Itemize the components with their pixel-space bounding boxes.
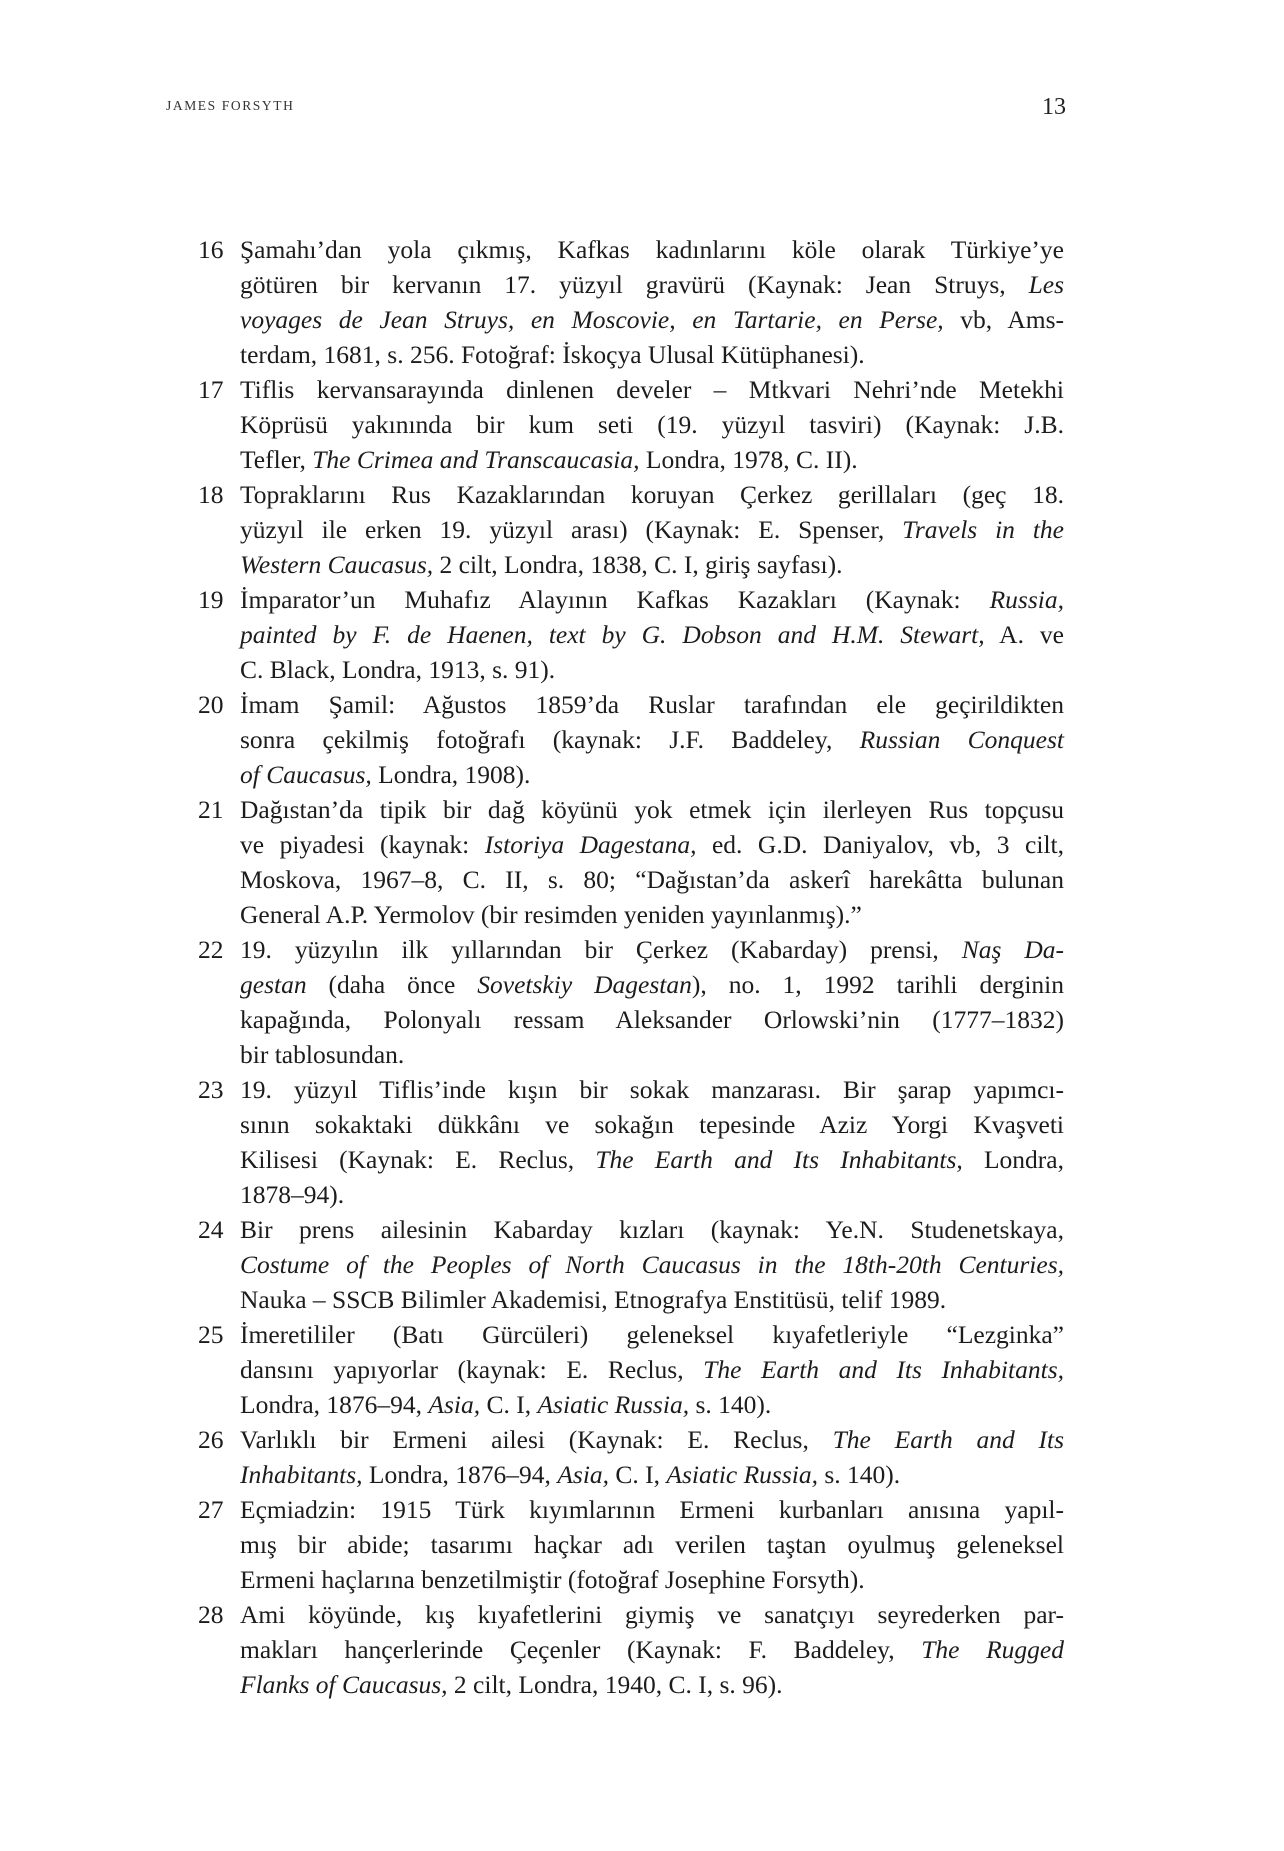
entry-text-line: makları hançerlerinde Çeçenler (Kaynak: F. Baddeley, The Rugged <box>240 1635 1064 1664</box>
list-item <box>198 232 1064 372</box>
entry-number: 28 <box>198 1600 224 1629</box>
entry-number: 27 <box>198 1495 224 1524</box>
entry-text-line: Köprüsü yakınında bir kum seti (19. yüzyıl tasviri) (Kaynak: J.B. <box>240 410 1064 439</box>
entry-number: 18 <box>198 480 224 509</box>
entry-text-line: Tefler, The Crimea and Transcaucasia, Londra, 1978, C. II). <box>240 445 858 474</box>
entry-text-line: Ami köyünde, kış kıyafetlerini giymiş ve sanatçıyı seyrederken par- <box>240 1600 1064 1629</box>
entry-number: 20 <box>198 690 224 719</box>
entry-text-line: Londra, 1876–94, Asia, C. I, Asiatic Russia, s. 140). <box>240 1390 772 1419</box>
entry-text-line: 1878–94). <box>240 1180 345 1209</box>
list-item <box>198 1212 1064 1317</box>
italic-title: Les <box>1028 270 1064 299</box>
entry-text-line: Western Caucasus, 2 cilt, Londra, 1838, C. I, giriş sayfası). <box>240 550 843 579</box>
list-item <box>198 932 1064 1072</box>
entry-text-line: Inhabitants, Londra, 1876–94, Asia, C. I, Asiatic Russia, s. 140). <box>240 1460 901 1489</box>
entry-number: 19 <box>198 585 224 614</box>
entry-text-line: Şamahı’dan yola çıkmış, Kafkas kadınlarını köle olarak Türkiye’ye <box>240 235 1064 264</box>
italic-title: Travels in the <box>902 515 1064 544</box>
entry-text-line: yüzyıl ile erken 19. yüzyıl arası) (Kaynak: E. Spenser, Travels in the <box>240 515 1064 544</box>
entry-text-line: voyages de Jean Struys, en Moscovie, en Tartarie, en Perse, vb, Ams- <box>240 305 1064 334</box>
entry-text-line: İmeretililer (Batı Gürcüleri) geleneksel kıyafetleriyle “Lezginka” <box>240 1320 1064 1349</box>
entry-text-line: bir tablosundan. <box>240 1040 405 1069</box>
entry-text-line: C. Black, Londra, 1913, s. 91). <box>240 655 556 684</box>
page-number: 13 <box>1042 94 1066 120</box>
entry-text-line: sının sokaktaki dükkânı ve sokağın tepesinde Aziz Yorgi Kvaşveti <box>240 1110 1064 1139</box>
entry-text-line: Kilisesi (Kaynak: E. Reclus, The Earth and Its Inhabitants, Londra, <box>240 1145 1064 1174</box>
list-item <box>198 687 1064 792</box>
entry-text-line: Varlıklı bir Ermeni ailesi (Kaynak: E. Reclus, The Earth and Its <box>240 1425 1064 1454</box>
entry-text-line: Dağıstan’da tipik bir dağ köyünü yok etmek için ilerleyen Rus topçusu <box>240 795 1064 824</box>
entry-text-line: painted by F. de Haenen, text by G. Dobson and H.M. Stewart, A. ve <box>240 620 1065 649</box>
entry-number: 22 <box>198 935 224 964</box>
entry-text-line: İmam Şamil: Ağustos 1859’da Ruslar tarafından ele geçirildikten <box>240 690 1064 719</box>
italic-title: Asiatic Russia, <box>537 1390 690 1419</box>
entry-text-line: terdam, 1681, s. 256. Fotoğraf: İskoçya Ulusal Kütüphanesi). <box>240 340 865 369</box>
list-item <box>198 582 1064 687</box>
entry-text-line: General A.P. Yermolov (bir resimden yeniden yayınlanmış).” <box>240 900 862 929</box>
entry-text-line: dansını yapıyorlar (kaynak: E. Reclus, The Earth and Its Inhabitants, <box>240 1355 1064 1384</box>
entry-text-line: Moskova, 1967–8, C. II, s. 80; “Dağıstan’da askerî harekâtta bulunan <box>240 865 1064 894</box>
list-item <box>198 1317 1064 1422</box>
entry-number: 17 <box>198 375 224 404</box>
entry-text-line: 19. yüzyıl Tiflis’inde kışın bir sokak manzarası. Bir şarap yapımcı- <box>240 1075 1064 1104</box>
italic-title: Istoriya Dagestana, <box>484 830 697 859</box>
italic-title: Sovetskiy Dagestan <box>477 970 692 999</box>
list-item <box>198 1072 1064 1212</box>
italic-title: Asia, <box>428 1390 481 1419</box>
italic-title: Russian Conquest <box>859 725 1065 754</box>
entry-text-line: gestan (daha önce Sovetskiy Dagestan), no. 1, 1992 tarihli derginin <box>240 970 1065 999</box>
entry-text-line: sonra çekilmiş fotoğrafı (kaynak: J.F. Baddeley, Russian Conquest <box>240 725 1065 754</box>
italic-title: Western Caucasus, <box>240 550 434 579</box>
italic-title: Naş Da- <box>961 935 1065 964</box>
italic-title: The Earth and Its Inhabitants, <box>595 1145 963 1174</box>
entry-text-line: kapağında, Polonyalı ressam Aleksander Orlowski’nin (1777–1832) <box>240 1005 1064 1034</box>
italic-title: of Caucasus, <box>240 760 372 789</box>
italic-title: The Crimea and Transcaucasia, <box>312 445 640 474</box>
entry-text-line: Ermeni haçlarına benzetilmiştir (fotoğraf Josephine Forsyth). <box>240 1565 865 1594</box>
running-head: JAMES FORSYTH <box>166 98 295 113</box>
entry-text-line: Topraklarını Rus Kazaklarından koruyan Çerkez gerillaları (geç 18. <box>240 480 1064 509</box>
entry-text-line: Bir prens ailesinin Kabarday kızları (kaynak: Ye.N. Studenetskaya, <box>240 1215 1064 1244</box>
entry-text-line: of Caucasus, Londra, 1908). <box>240 760 531 789</box>
italic-title: Inhabitants, <box>240 1460 363 1489</box>
italic-title: Russia, <box>989 585 1064 614</box>
entry-text-line: Tiflis kervansarayında dinlenen develer – Mtkvari Nehri’nde Metekhi <box>240 375 1064 404</box>
entry-text-line: Flanks of Caucasus, 2 cilt, Londra, 1940, C. I, s. 96). <box>240 1670 783 1699</box>
italic-title: The Rugged <box>921 1635 1064 1664</box>
figure-list <box>198 232 1064 1702</box>
entry-number: 25 <box>198 1320 224 1349</box>
entry-text-line <box>240 1247 1064 1282</box>
entry-number: 24 <box>198 1215 224 1244</box>
list-item <box>198 372 1064 477</box>
list-item <box>198 1597 1064 1702</box>
italic-title: Flanks of Caucasus, <box>240 1670 448 1699</box>
list-item <box>198 477 1064 582</box>
entry-text-line: İmparator’un Muhafız Alayının Kafkas Kazakları (Kaynak: Russia, <box>240 585 1064 614</box>
entry-number: 21 <box>198 795 224 824</box>
list-item <box>198 792 1064 932</box>
italic-title: Asiatic Russia, <box>666 1460 818 1489</box>
italic-title: Asia, <box>557 1460 610 1489</box>
list-item <box>198 1422 1064 1492</box>
entry-number: 16 <box>198 235 224 264</box>
italic-title: voyages de Jean Struys, en Moscovie, en Tartarie, en Perse, <box>240 305 944 334</box>
entry-number: 26 <box>198 1425 224 1454</box>
entry-text-line: götüren bir kervanın 17. yüzyıl gravürü (Kaynak: Jean Struys, Les <box>240 270 1064 299</box>
entry-text-line: mış bir abide; tasarımı haçkar adı verilen taştan oyulmuş geleneksel <box>240 1530 1064 1559</box>
italic-title: The Earth and Its Inhabitants, <box>703 1355 1064 1384</box>
italic-title: Costume of the Peoples of North Caucasus in the 18th-20th Centuries, <box>240 1250 1064 1279</box>
italic-title: gestan <box>240 970 307 999</box>
italic-title: painted by F. de Haenen, text by G. Dobson and H.M. Stewart, <box>240 620 985 649</box>
italic-title: The Earth and Its <box>832 1425 1064 1454</box>
entry-text-line: ve piyadesi (kaynak: Istoriya Dagestana, ed. G.D. Daniyalov, vb, 3 cilt, <box>240 830 1064 859</box>
entry-number: 23 <box>198 1075 224 1104</box>
list-item <box>198 1492 1064 1597</box>
entry-text-line: Eçmiadzin: 1915 Türk kıyımlarının Ermeni kurbanları anısına yapıl- <box>240 1495 1064 1524</box>
entry-text-line: 19. yüzyılın ilk yıllarından bir Çerkez (Kabarday) prensi, Naş Da- <box>240 935 1065 964</box>
entry-text-line: Nauka – SSCB Bilimler Akademisi, Etnografya Enstitüsü, telif 1989. <box>240 1285 947 1314</box>
